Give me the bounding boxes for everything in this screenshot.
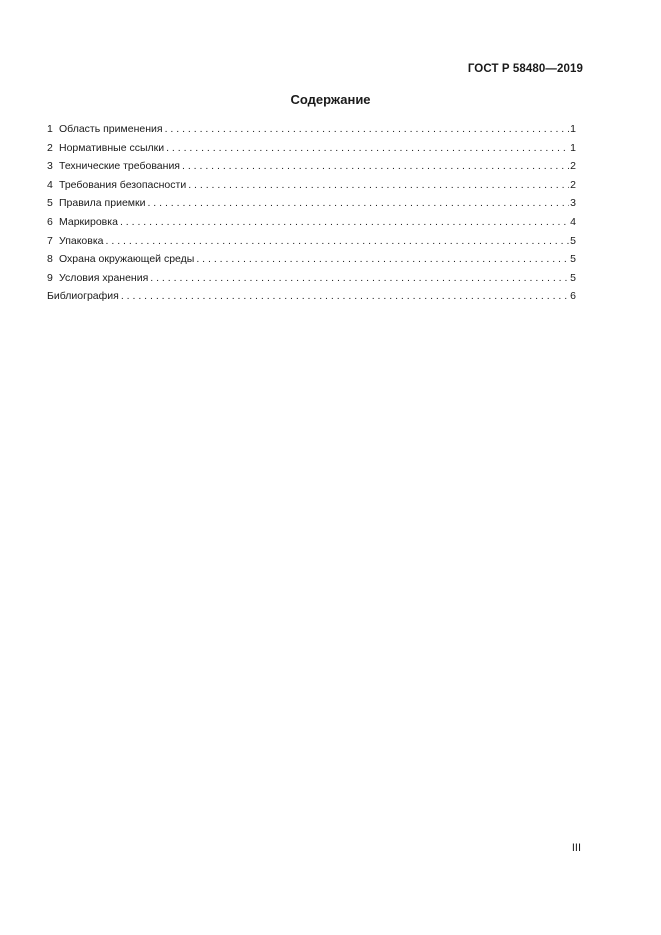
- toc-entry-number: 8: [47, 253, 53, 266]
- toc-entry-page: 3: [570, 197, 576, 210]
- toc-entry-label: Маркировка: [59, 215, 118, 228]
- dot-leader: [150, 269, 569, 288]
- toc-entry-technical-requirements[interactable]: [47, 157, 576, 176]
- toc-entry-number: 7: [47, 234, 53, 247]
- toc-title: Содержание: [290, 92, 371, 107]
- toc-entry-number: 5: [47, 197, 53, 210]
- toc-entry-label: Область применения: [59, 123, 163, 135]
- dot-leader: [166, 139, 569, 158]
- dot-leader: [106, 232, 570, 251]
- standard-code: ГОСТ Р 58480—2019: [467, 63, 583, 75]
- toc-entry-normative-references[interactable]: [47, 139, 576, 158]
- toc-entry-label: Охрана окружающей среды: [59, 253, 195, 266]
- toc-entry-page: 6: [570, 290, 576, 303]
- dot-leader: [147, 194, 569, 213]
- toc-entry-label: Правила приемки: [59, 197, 146, 210]
- dot-leader: [120, 213, 569, 232]
- toc-entry-safety-requirements[interactable]: [47, 176, 576, 195]
- toc-entry-page: 1: [570, 141, 576, 154]
- toc-entry-number: 2: [47, 141, 53, 154]
- toc-entry-page: 5: [570, 271, 576, 284]
- toc-entry-label: Условия хранения: [59, 271, 149, 284]
- toc-entry-number: 3: [47, 160, 53, 173]
- toc-entry-label: Требования безопасности: [59, 178, 187, 191]
- dot-leader: [165, 120, 570, 139]
- toc-entry-label: Технические требования: [59, 160, 180, 173]
- toc-entry-page: 5: [570, 234, 576, 247]
- dot-leader: [182, 157, 569, 176]
- dot-leader: [188, 176, 569, 195]
- toc-entry-environmental-protection[interactable]: [47, 250, 576, 269]
- toc-entry-page: 4: [570, 215, 576, 228]
- toc-entry-label: Упаковка: [59, 234, 104, 247]
- toc-entry-number: 9: [47, 271, 53, 284]
- toc-entry-number: 4: [47, 178, 53, 191]
- toc-entry-label: Библиография: [47, 290, 119, 303]
- toc-entry-page: 1: [570, 123, 576, 135]
- toc-entry-packaging[interactable]: [47, 232, 576, 251]
- dot-leader: [196, 250, 569, 269]
- toc-entry-storage-conditions[interactable]: [47, 269, 576, 288]
- toc-entry-number: 6: [47, 215, 53, 228]
- page-number: III: [571, 842, 581, 854]
- toc-entry-marking[interactable]: [47, 213, 576, 232]
- toc-entry-scope[interactable]: [47, 120, 576, 139]
- dot-leader: [121, 287, 569, 306]
- toc-entry-page: 2: [570, 160, 576, 173]
- table-of-contents: [47, 120, 576, 306]
- toc-entry-bibliography[interactable]: [47, 287, 576, 306]
- toc-entry-label: Нормативные ссылки: [59, 141, 165, 154]
- toc-entry-number: 1: [47, 123, 53, 135]
- toc-entry-page: 5: [570, 253, 576, 266]
- toc-entry-acceptance-rules[interactable]: [47, 194, 576, 213]
- toc-entry-page: 2: [570, 178, 576, 191]
